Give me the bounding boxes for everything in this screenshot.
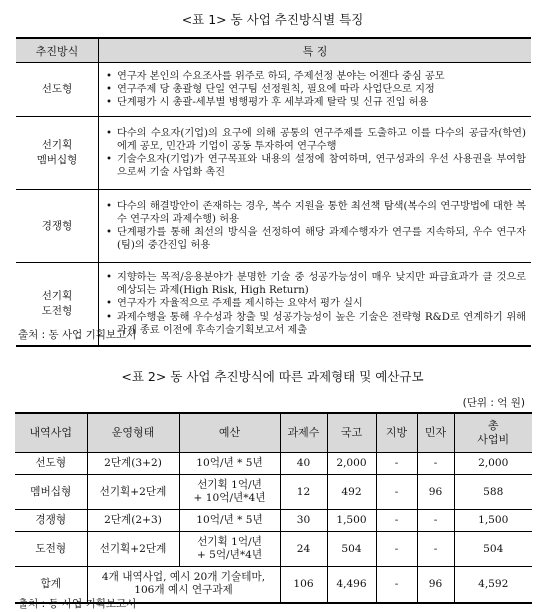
feature-item: • 연구자 본인의 수요조사를 위주로 하되, 주제선정 분야는 어젠다 중심 공모 — [106, 70, 526, 83]
features-cell — [99, 117, 532, 190]
program-name: 경쟁형 — [15, 510, 87, 532]
table1-header-features: 특 징 — [99, 38, 532, 63]
local-cell: - — [376, 453, 417, 475]
feature-item: • 단계평가를 통해 최선의 방식을 선정하여 해당 과제수행자가 연구를 지속하되, 우수 연구자(팀)의 중간진입 허용 — [106, 226, 526, 252]
header-program: 내역사업 — [15, 413, 87, 453]
program-name: 멤버십형 — [15, 475, 87, 510]
header-budget: 예산 — [179, 413, 280, 453]
table-row — [16, 190, 531, 263]
task-count-cell: 40 — [280, 453, 327, 475]
table1-header-type: 추진방식 — [16, 38, 99, 63]
budget-cell: 10억/년 * 5년 — [179, 510, 280, 532]
feature-item: • 단계평가 시 총괄-세부별 병행평가 후 세부과제 탈락 및 신규 진입 허용 — [106, 96, 526, 109]
table-row — [15, 532, 532, 567]
total-cost-cell: 2,000 — [454, 453, 532, 475]
local-cell: - — [376, 475, 417, 510]
total-cost-cell: 588 — [454, 475, 532, 510]
table-row — [15, 453, 532, 475]
table-row — [16, 117, 531, 190]
task-count-cell: 30 — [280, 510, 327, 532]
table2-caption: <표 2> 동 사업 추진방식에 따른 과제형태 및 예산규모 — [121, 369, 424, 384]
task-count-cell: 12 — [280, 475, 327, 510]
budget-cell: 선기획 1억/년 + 10억/년*4년 — [179, 475, 280, 510]
feature-item: • 다수의 해결방안이 존재하는 경우, 복수 지원을 통한 최선책 탐색(복수의 연구방법에 대한 복수 연구자의 과제수행) 허용 — [106, 200, 526, 226]
table1-source: 출처 : 동 사업 기획보고서 — [18, 329, 137, 341]
operation-cell: 2단계(3+2) — [87, 453, 179, 475]
features-cell — [99, 190, 532, 263]
national-cell: 1,500 — [327, 510, 376, 532]
header-total-cost: 총 사업비 — [454, 413, 532, 453]
header-local: 지방 — [376, 413, 417, 453]
features-cell — [99, 263, 532, 347]
method-type: 경쟁형 — [16, 190, 99, 263]
private-cell: - — [417, 453, 454, 475]
total-national: 4,496 — [327, 567, 376, 603]
features-cell — [99, 63, 532, 117]
total-task-count: 106 — [280, 567, 327, 603]
feature-item: • 기술수요자(기업)가 연구목표와 내용의 설정에 참여하며, 연구성과의 우선 사용권을 부여함으로써 기술 사업화 촉진 — [106, 153, 526, 179]
total-description: 4개 내역사업, 예시 20개 기술테마, 106개 예시 연구과제 — [87, 567, 280, 603]
method-type: 선기획 도전형 — [16, 263, 99, 347]
program-name: 도전형 — [15, 532, 87, 567]
table-row — [16, 63, 531, 117]
table2-source: 출처 : 동 사업 기획보고서 — [18, 598, 137, 610]
header-private: 민자 — [417, 413, 454, 453]
private-cell: - — [417, 510, 454, 532]
national-cell: 504 — [327, 532, 376, 567]
table2-unit: (단위 : 억 원) — [462, 397, 525, 409]
method-type: 선도형 — [16, 63, 99, 117]
budget-cell: 선기획 1억/년 + 5억/년*4년 — [179, 532, 280, 567]
total-label: 합계 — [15, 567, 87, 603]
total-cost-cell: 1,500 — [454, 510, 532, 532]
task-count-cell: 24 — [280, 532, 327, 567]
total-cost-cell: 504 — [454, 532, 532, 567]
national-cell: 492 — [327, 475, 376, 510]
feature-item: • 지향하는 목적/응용분야가 분명한 기술 중 성공가능성이 매우 낮지만 파급효과가 클 것으로 예상되는 과제(High Risk, High Return) — [106, 271, 526, 297]
program-name: 선도형 — [15, 453, 87, 475]
total-cost: 4,592 — [454, 567, 532, 603]
private-cell: - — [417, 532, 454, 567]
operation-cell: 2단계(2+3) — [87, 510, 179, 532]
feature-item: • 연구주제 당 총괄형 단일 연구팀 선정원칙, 필요에 따라 사업단으로 지정 — [106, 83, 526, 96]
local-cell: - — [376, 532, 417, 567]
operation-cell: 선기획+2단계 — [87, 475, 179, 510]
local-cell: - — [376, 510, 417, 532]
table2 — [15, 412, 532, 604]
feature-item: • 연구자가 자율적으로 주제를 제시하는 요약서 평가 실시 — [106, 297, 526, 310]
total-local: - — [376, 567, 417, 603]
national-cell: 2,000 — [327, 453, 376, 475]
feature-item: • 다수의 수요자(기업)의 요구에 의해 공통의 연구주제를 도출하고 이를 다수의 공급자(학연)에게 공모, 민간과 기업이 공동 투자하여 연구수행 — [106, 127, 526, 153]
total-private: 96 — [417, 567, 454, 603]
header-operation: 운영형태 — [87, 413, 179, 453]
header-national: 국고 — [327, 413, 376, 453]
operation-cell: 선기획+2단계 — [87, 532, 179, 567]
feature-item: • 과제수행을 통해 우수성과 창출 및 성공가능성이 높은 기술은 전략형 R&D로 연계하기 위해 과제 종료 이전에 후속기술기획보고서 제출 — [106, 311, 526, 337]
table-row — [15, 510, 532, 532]
header-task-count: 과제수 — [280, 413, 327, 453]
method-type: 선기획 멤버십형 — [16, 117, 99, 190]
table1-caption: <표 1> 동 사업 추진방식별 특징 — [181, 12, 364, 27]
budget-cell: 10억/년 * 5년 — [179, 453, 280, 475]
private-cell: 96 — [417, 475, 454, 510]
table1 — [16, 37, 531, 347]
table-row — [15, 475, 532, 510]
